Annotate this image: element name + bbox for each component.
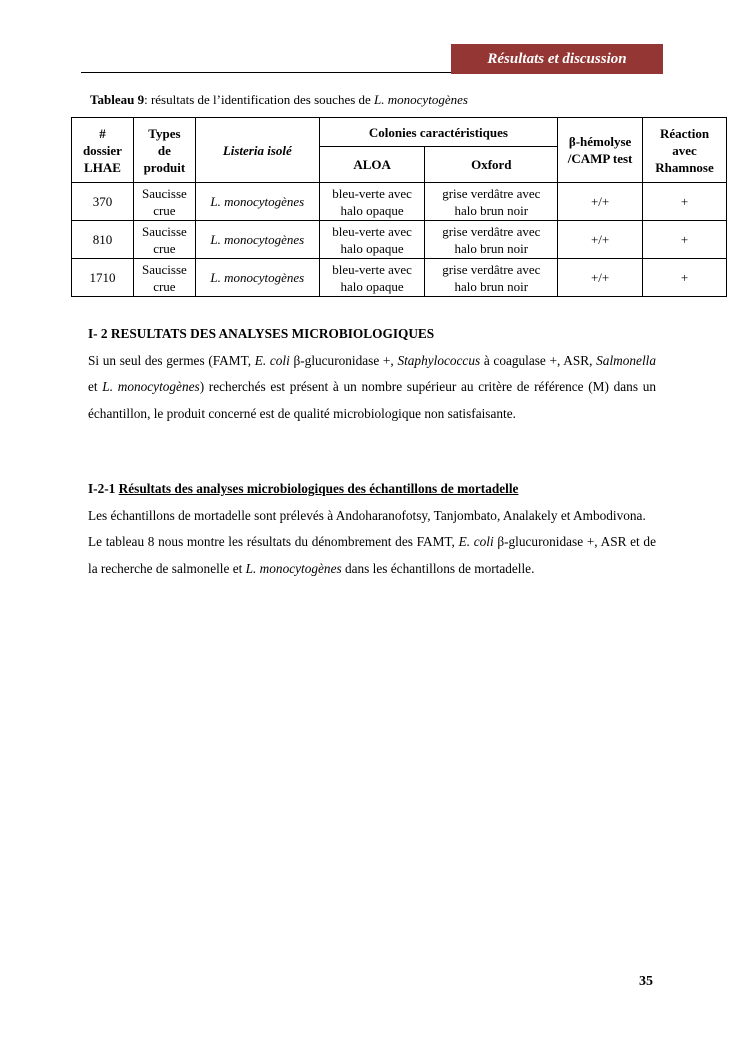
table-row: 370 Saucisse crue L. monocytogènes bleu-verte avec halo opaque grise verdâtre avec halo brun noir +/+ + xyxy=(72,183,727,221)
table-row: 1710 Saucisse crue L. monocytogènes bleu-verte avec halo opaque grise verdâtre avec halo brun noir +/+ + xyxy=(72,259,727,297)
section-i21-paragraph-2: Le tableau 8 nous montre les résultats du dénombrement des FAMT, E. coli β-glucuronidase +, ASR et de la recherche de salmonelle et L. monocytogènes dans les échantillons de mortadelle. xyxy=(88,534,656,576)
section-i2-paragraph: Si un seul des germes (FAMT, E. coli β-glucuronidase +, Staphylococcus à coagulase +, ASR, Salmonella et L. monocytogènes) recherchés est présent à un nombre supérieur au critère de référence (M) dans un échantillon, le produit concerné est de qualité microbiologique non satisfaisante. xyxy=(88,352,656,421)
section-i21 xyxy=(88,476,656,582)
table-caption xyxy=(90,92,468,108)
caption-species: L. monocytogènes xyxy=(374,92,468,107)
section-i21-paragraph-1: Les échantillons de mortadelle sont prélevés à Andoharanofotsy, Tanjombato, Analakely et Ambodivona. xyxy=(88,507,646,523)
header-colonies: Colonies caractéristiques xyxy=(319,118,557,147)
section-i2 xyxy=(88,321,656,427)
section-i2-title: I- 2 RESULTATS DES ANALYSES MICROBIOLOGIQUES xyxy=(88,326,435,341)
section-i21-title: I-2-1 Résultats des analyses microbiologiques des échantillons de mortadelle xyxy=(88,481,519,496)
header-rhamnose: Réaction avec Rhamnose xyxy=(643,118,727,183)
table-row: 810 Saucisse crue L. monocytogènes bleu-verte avec halo opaque grise verdâtre avec halo brun noir +/+ + xyxy=(72,221,727,259)
header-listeria: Listeria isolé xyxy=(195,118,319,183)
header-oxford: Oxford xyxy=(425,147,558,183)
page-number: 35 xyxy=(639,974,653,989)
results-table xyxy=(71,117,727,297)
header-aloa: ALOA xyxy=(319,147,425,183)
header-hemolyse: β-hémolyse /CAMP test xyxy=(558,118,643,183)
chapter-banner: Résultats et discussion xyxy=(451,44,663,74)
caption-label: Tableau 9 xyxy=(90,92,145,107)
header-dossier: # dossier LHAE xyxy=(72,118,134,183)
header-types: Types de produit xyxy=(133,118,195,183)
caption-text: : résultats de l’identification des souches de xyxy=(144,92,375,107)
